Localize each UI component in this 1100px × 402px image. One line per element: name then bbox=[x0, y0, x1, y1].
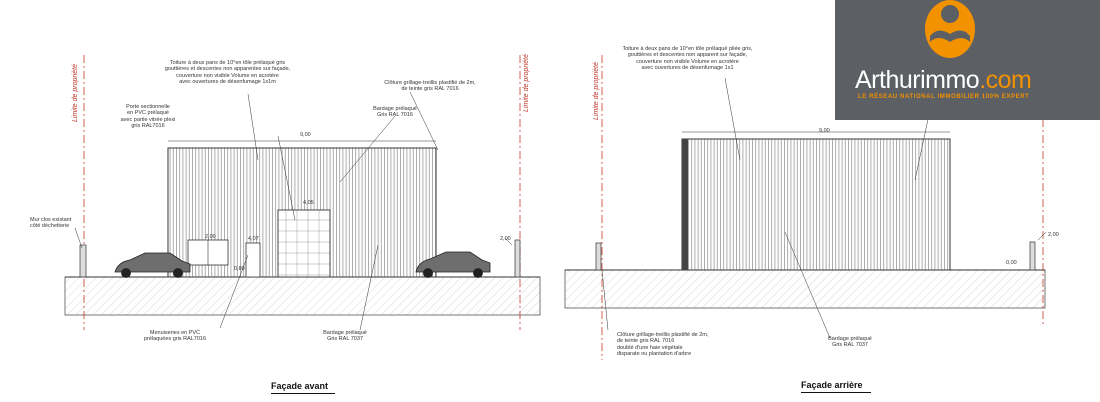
logo-figure-icon bbox=[920, 0, 980, 62]
logo-wordmark: Arthurimmo.com bbox=[855, 66, 1032, 94]
rear-dim-fence: 2,00 bbox=[1048, 232, 1059, 238]
rear-dim-height: 9,00 bbox=[819, 128, 830, 134]
rear-fence-post-left bbox=[596, 243, 601, 270]
logo-tagline: LE RÉSEAU NATIONAL IMMOBILIER 100% EXPERT bbox=[858, 94, 1030, 100]
front-dim-fence: 2,00 bbox=[500, 236, 511, 242]
front-dim-ground: 0,80 bbox=[234, 266, 245, 272]
front-ground bbox=[65, 277, 540, 315]
rear-ground bbox=[565, 270, 1045, 308]
front-property-limit-right-label: Limite de propriété bbox=[523, 54, 530, 112]
rear-fence-note: Clôture grillage-treillis plastifié de 2m, de teinte gris RAL 7016 doublé d'une haie végétale disparate ou plantation d'arbre bbox=[617, 332, 709, 357]
rear-fence-post-right bbox=[1030, 242, 1035, 270]
front-elevation-title: Façade avant bbox=[271, 381, 329, 391]
front-dim-door-side: 4,07 bbox=[248, 236, 259, 242]
front-joinery-note: Menuiseries en PVC prélaquées gris RAL7016 bbox=[143, 330, 207, 343]
front-cladding-bottom-note: Bardage prélaqué Gris RAL 7037 bbox=[323, 330, 367, 343]
rear-building bbox=[682, 139, 950, 270]
front-fence-note: Clôture grillage-treillis plastifié de 2m, de teinte gris RAL 7016 bbox=[384, 80, 476, 93]
front-sectional-door bbox=[278, 210, 330, 277]
front-door-note: Porte sectionnelle en PVC prélaqué avec partie vitrée plexi gris RAL7016 bbox=[120, 104, 176, 129]
front-property-limit-left-label: Limite de propriété bbox=[72, 64, 79, 122]
front-title-underline bbox=[271, 393, 335, 394]
rear-elevation-title: Façade arrière bbox=[801, 380, 863, 390]
rear-dim-ground: 0,00 bbox=[1006, 260, 1017, 266]
front-door bbox=[246, 243, 260, 277]
rear-roof-note: Toiture à deux pans de 10°en tôle prélaqué pliée gris, gouttières et descentes non apparent sur façade, couverture non visible Volume en acrotère avec ouvertures de désenfumage 1x1 bbox=[622, 46, 753, 71]
front-dim-door-top: 4,05 bbox=[303, 200, 314, 206]
rear-property-limit-left-label: Limite de propriété bbox=[593, 62, 600, 120]
front-roof-note: Toiture à deux pans de 10°en tôle prélaqué gris gouttières et descentes non apparentes sur façade, couverture non visible Volume en acrotère avec ouvertures de désenfumage 1x1m bbox=[164, 60, 291, 85]
front-wall-note: Mur clos existant côté déchetterie bbox=[30, 217, 72, 230]
rear-cladding-bottom-note: Bardage prélaqué Gris RAL 7037 bbox=[828, 336, 872, 349]
rear-title-underline bbox=[801, 392, 871, 393]
front-dim-window-top: 2,00 bbox=[205, 234, 216, 240]
front-dim-height: 9,00 bbox=[300, 132, 311, 138]
front-cladding-top-note: Bardage prélaqué Gris RAL 7016 bbox=[373, 106, 417, 119]
front-existing-wall bbox=[80, 245, 86, 277]
front-fence-post bbox=[515, 240, 520, 277]
arthurimmo-logo[interactable] bbox=[835, 0, 1100, 120]
